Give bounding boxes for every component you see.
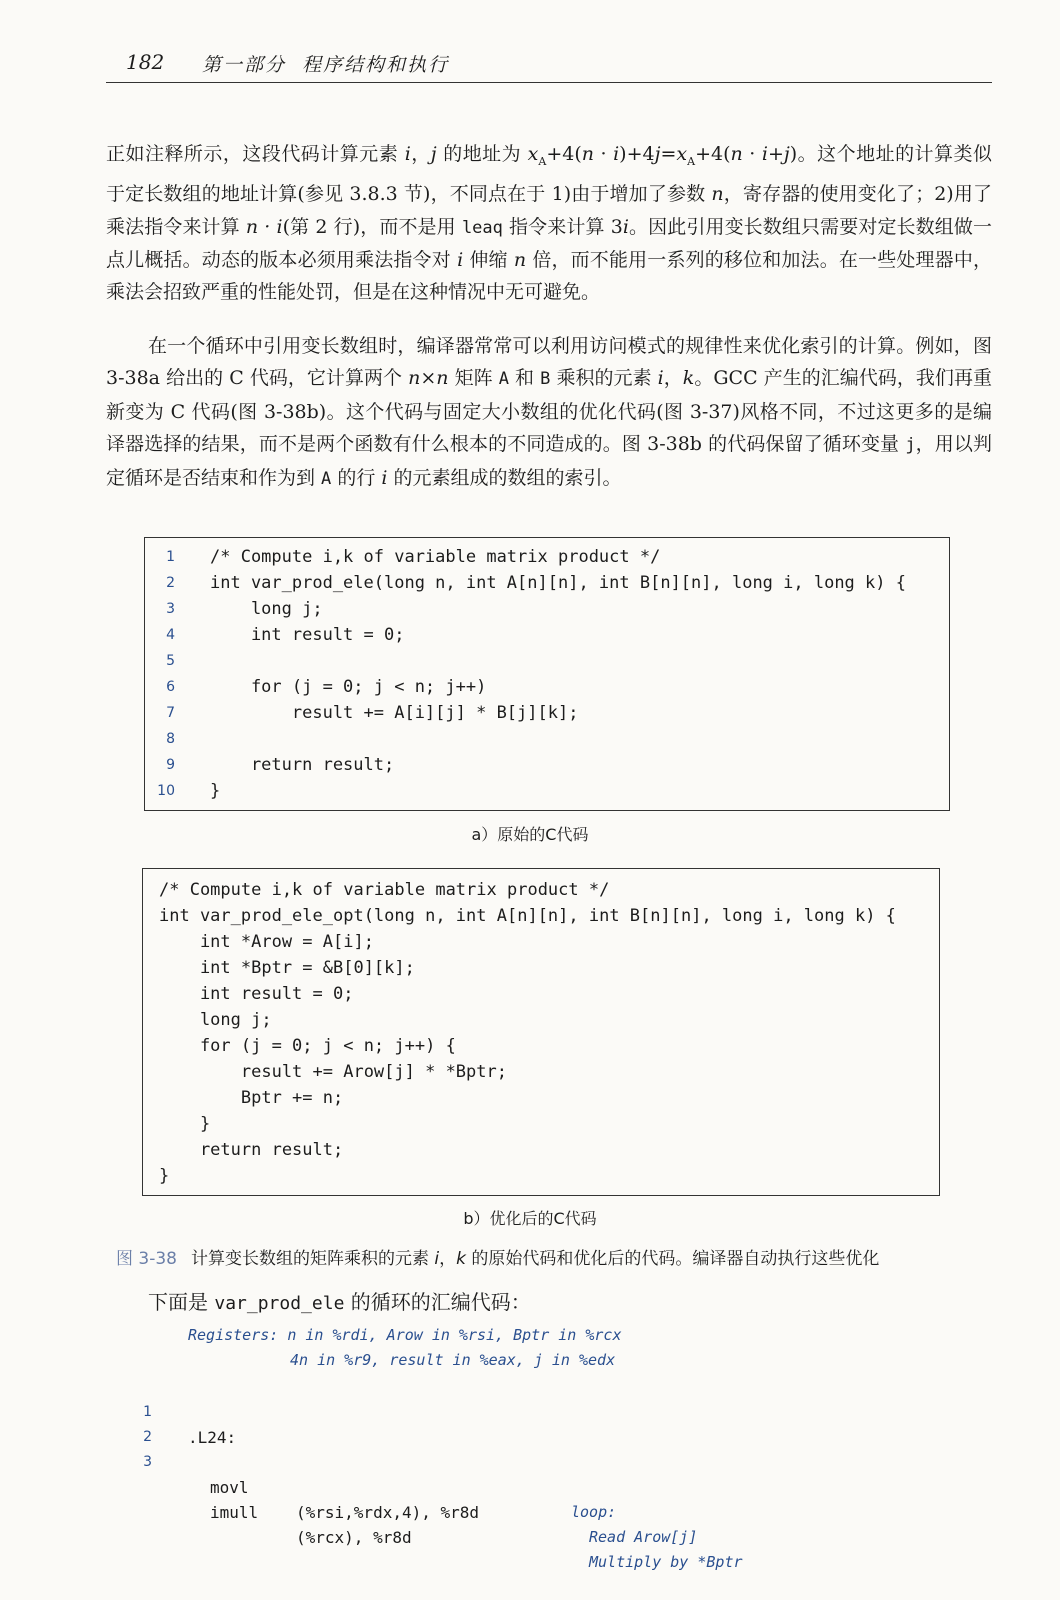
code-line: 6 for (j = 0; j < n; j++) (166, 677, 487, 697)
code-figure-optimized (142, 868, 940, 1196)
code-line: long j; (159, 1010, 272, 1030)
paragraph-address-computation: 正如注释所示，这段代码计算元素 i，j 的地址为 $x_A+4(n \cdot i)+4j=x_A+4(n \cdot i+j)$。这个地址的计算类似于定长数组的地址计算(参见 3.8.3 节)，不同点在于 1)由于增加了参数 n，寄存器的使用变化了；2)用了乘法指令来计算 n · i(第 2 行)，而不是用 leaq 指令来计算 3i。因此引用变长数组只需要对定长数组做一点儿概括。动态的版本必须用乘法指令对 i 伸缩 n 倍，而不能用一系列的移位和加法。在一些处理器中，乘法会招致严重的性能处罚，但是在这种情况中无可避免。 (106, 143, 992, 304)
figure-caption: 图 3-38 计算变长数组的矩阵乘积的元素 i，k 的原始代码和优化后的代码。编译器自动执行这些优化 (116, 1249, 880, 1269)
code-line: int result = 0; (159, 984, 354, 1004)
code-figure-original (144, 537, 950, 811)
registers-comment-2: 4n in %r9, result in %eax, j in %edx (290, 1351, 616, 1369)
code-line: Bptr += n; (159, 1088, 344, 1108)
code-line: } (159, 1114, 211, 1134)
code-line: result += Arow[j] * *Bptr; (159, 1062, 507, 1082)
code-line: return result; (159, 1140, 344, 1160)
code-line: for (j = 0; j < n; j++) { (159, 1036, 456, 1056)
assembly-line: 2 movl (%rsi,%rdx,4), %r8d Read Arow[j] (143, 1429, 698, 1546)
code-line: 4 int result = 0; (166, 625, 405, 645)
code-line: 7 result += A[i][j] * B[j][k]; (166, 703, 579, 723)
code-line: 2 int var_prod_ele(long n, int A[n][n], int B[n][n], long i, long k) { (166, 573, 906, 593)
page-number: 182 (126, 50, 165, 74)
code-line: 3 long j; (166, 599, 323, 619)
code-line: int *Arow = A[i]; (159, 932, 374, 952)
code-line: int var_prod_ele_opt(long n, int A[n][n], int B[n][n], long i, long k) { (159, 906, 896, 926)
figure-b-caption: b）优化后的C代码 (463, 1209, 597, 1228)
figure-a-caption: a）原始的C代码 (471, 825, 589, 844)
assembly-line: 1 .L24: loop: (143, 1404, 617, 1521)
running-header (106, 48, 992, 83)
registers-comment-1: Registers: n in %rdi, Arow in %rsi, Bptr in %rcx (188, 1326, 622, 1344)
assembly-intro: 下面是 var_prod_ele 的循环的汇编代码： (148, 1290, 531, 1314)
code-line: int *Bptr = &B[0][k]; (159, 958, 415, 978)
running-title: 第一部分 程序结构和执行 (202, 54, 450, 76)
paragraph-variable-array-optimization: 在一个循环中引用变长数组时，编译器常常可以利用访问模式的规律性来优化索引的计算。例如，图 3-38a 给出的 C 代码，它计算两个 n×n 矩阵 A 和 B 乘积的元素 i，k。GCC 产生的汇编代码，我们再重新变为 C 代码(图 3-38b)。这个代码与固定大小数组的优化代码(图 3-37)风格不同，不过这更多的是编译器选择的结果，而不是两个函数有什么根本的不同造成的。图 3-38b 的代码保留了循环变量 j，用以判定循环是否结束和作为到 A 的行 i 的元素组成的数组的索引。 (106, 335, 992, 489)
code-line: 10 } (157, 781, 221, 801)
code-line: 8 (166, 731, 175, 747)
code-line: 1 /* Compute i,k of variable matrix product */ (166, 547, 661, 567)
figure-number: 图 3-38 (116, 1249, 177, 1269)
code-line: /* Compute i,k of variable matrix product */ (159, 880, 610, 900)
code-line: } (159, 1166, 170, 1186)
assembly-line: 3 imull (%rcx), %r8d Multiply by *Bptr (143, 1454, 743, 1571)
code-line: 9 return result; (166, 755, 395, 775)
code-line: 5 (166, 653, 175, 669)
